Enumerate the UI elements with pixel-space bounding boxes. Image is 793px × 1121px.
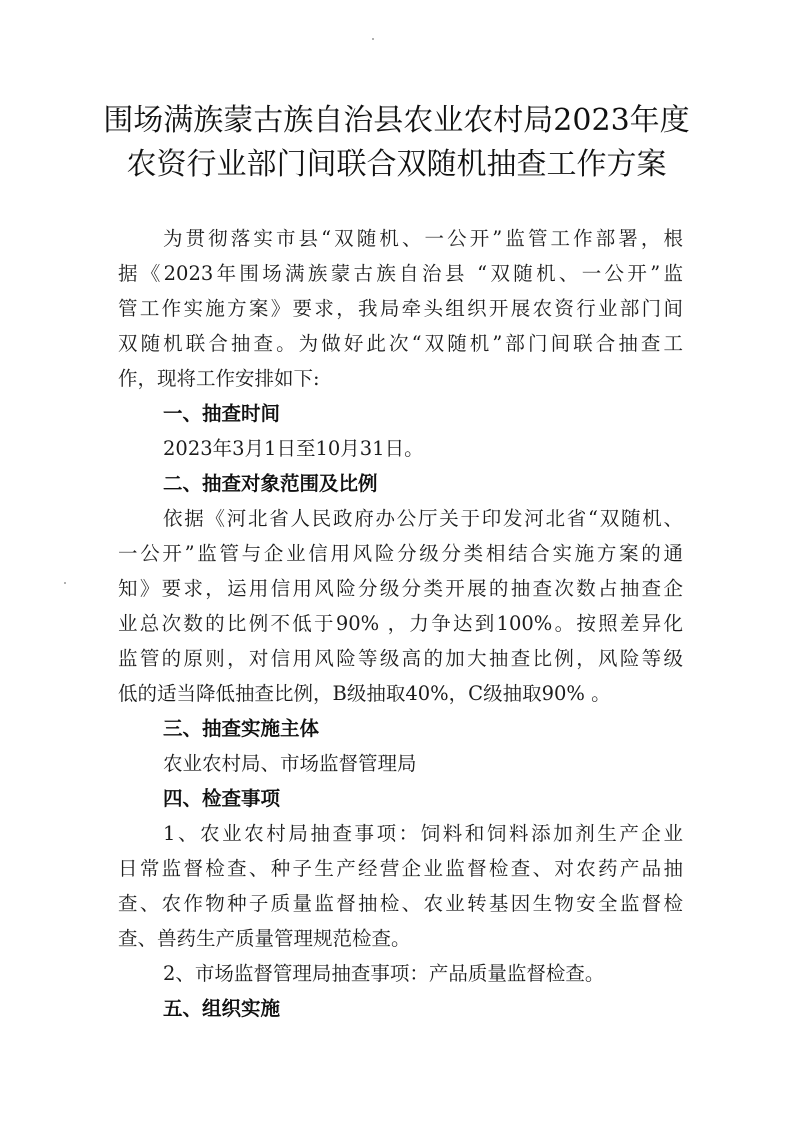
paragraph-line: 1、农业农村局抽查事项：饲料和饲料添加剂生产企业: [163, 822, 683, 845]
paragraph-line: 依据《河北省人民政府办公厅关于印发河北省“双随机、: [163, 507, 683, 530]
section-heading-4: 四、检查事项: [163, 787, 281, 810]
section-heading-3: 三、抽查实施主体: [163, 717, 320, 740]
document-title-line-2: 农资行业部门间联合双随机抽查工作方案: [126, 147, 667, 182]
paragraph-line: 查、兽药生产质量管理规范检查。: [118, 927, 411, 950]
paragraph-line: 查、农作物种子质量监督抽检、农业转基因生物安全监督检: [118, 892, 683, 915]
document-title-line-1: 围场满族蒙古族自治县农业农村局2023年度: [103, 103, 690, 138]
paragraph-line: 作，现将工作安排如下:: [118, 367, 320, 390]
paragraph-line: 日常监督检查、种子生产经营企业监督检查、对农药产品抽: [118, 857, 683, 880]
paragraph-line: 一公开”监管与企业信用风险分级分类相结合实施方案的通: [118, 542, 683, 565]
paragraph-line: 业总次数的比例不低于90% ，力争达到100%。按照差异化: [118, 612, 683, 635]
paragraph-line: 2023年3月1日至10月31日。: [163, 437, 424, 460]
paragraph-line: 双随机联合抽查。为做好此次“双随机”部门间联合抽查工: [118, 332, 683, 355]
section-heading-2: 二、抽查对象范围及比例: [163, 472, 378, 495]
paragraph-line: 低的适当降低抽查比例，B级抽取40%，C级抽取90% 。: [118, 682, 611, 705]
paragraph-line: 监管的原则，对信用风险等级高的加大抽查比例，风险等级: [118, 647, 683, 670]
section-heading-5: 五、组织实施: [163, 997, 281, 1020]
scan-speck: [64, 582, 66, 584]
paragraph-line: 2、市场监督管理局抽查事项：产品质量监督检查。: [163, 962, 605, 985]
paragraph-line: 为贯彻落实市县“双随机、一公开”监管工作部署，根: [163, 227, 683, 250]
section-heading-1: 一、抽查时间: [163, 402, 281, 425]
paragraph-line: 据《2023年围场满族蒙古族自治县 “双随机、一公开”监: [118, 262, 683, 285]
scan-speck: [372, 38, 374, 40]
paragraph-line: 知》要求，运用信用风险分级分类开展的抽查次数占抽查企: [118, 577, 683, 600]
paragraph-line: 农业农村局、市场监督管理局: [163, 752, 417, 775]
paragraph-line: 管工作实施方案》要求，我局牵头组织开展农资行业部门间: [118, 297, 683, 320]
